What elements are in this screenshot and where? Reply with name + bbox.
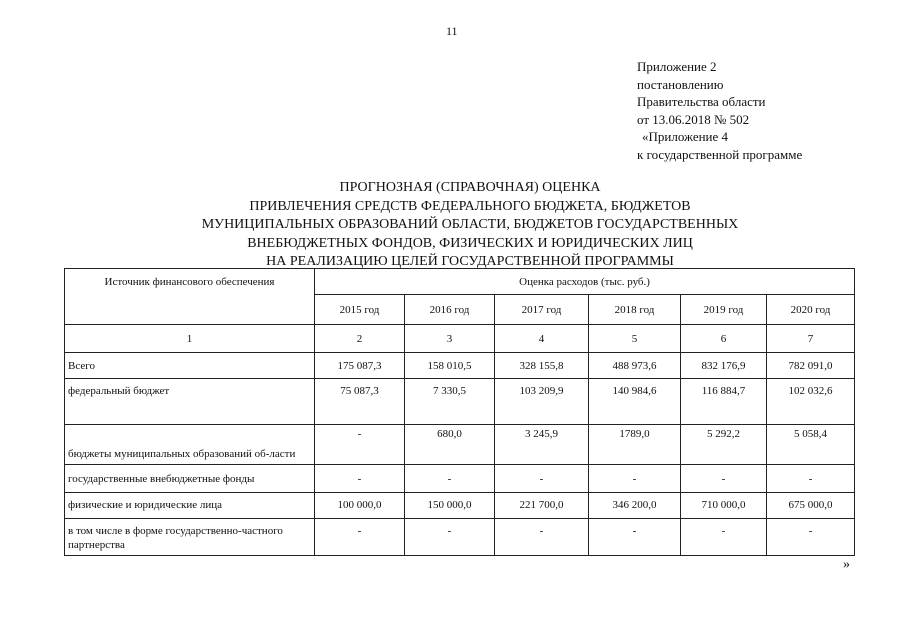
table-cell: 102 032,6 xyxy=(767,379,855,425)
appendix-line: Приложение 2 xyxy=(637,59,717,74)
column-number: 2 xyxy=(315,325,405,353)
table-row xyxy=(65,465,855,493)
closing-quote: » xyxy=(843,557,850,572)
table-cell: - xyxy=(495,519,589,556)
title-line: ПРОГНОЗНАЯ (СПРАВОЧНАЯ) ОЦЕНКА xyxy=(339,180,601,195)
column-number: 6 xyxy=(681,325,767,353)
table-cell: 221 700,0 xyxy=(495,493,589,519)
appendix-line: постановлению xyxy=(637,76,724,92)
table-cell: - xyxy=(767,519,855,556)
row-label: федеральный бюджет xyxy=(65,379,315,425)
table-row xyxy=(65,493,855,519)
estimate-header: Оценка расходов (тыс. руб.) xyxy=(315,269,855,295)
table-cell: 488 973,6 xyxy=(589,353,681,379)
table-cell: 328 155,8 xyxy=(495,353,589,379)
table-cell: - xyxy=(589,519,681,556)
year-header: 2019 год xyxy=(681,295,767,325)
table-cell: 5 058,4 xyxy=(767,425,855,465)
table-row xyxy=(65,519,855,556)
appendix-line: от 13.06.2018 № 502 xyxy=(637,111,750,127)
title-line: ПРИВЛЕЧЕНИЯ СРЕДСТВ ФЕДЕРАЛЬНОГО БЮДЖЕТА, БЮДЖЕТОВ xyxy=(249,198,691,214)
row-label: бюджеты муниципальных образований об-ласти xyxy=(65,425,315,465)
table-cell: 116 884,7 xyxy=(681,379,767,425)
table-cell: - xyxy=(589,465,681,493)
table-cell: - xyxy=(495,465,589,493)
table-cell: 75 087,3 xyxy=(315,379,405,425)
table-cell: 680,0 xyxy=(405,425,495,465)
appendix-block xyxy=(637,58,802,163)
table-cell: 3 245,9 xyxy=(495,425,589,465)
table-cell: - xyxy=(315,425,405,465)
page-number: 11 xyxy=(446,24,458,38)
column-number: 1 xyxy=(65,325,315,353)
funding-table xyxy=(64,268,855,556)
table-cell: 5 292,2 xyxy=(681,425,767,465)
table-cell: 1789,0 xyxy=(589,425,681,465)
table-row xyxy=(65,353,855,379)
row-label: физические и юридические лица xyxy=(65,493,315,519)
table-cell: 150 000,0 xyxy=(405,493,495,519)
year-header: 2018 год xyxy=(589,295,681,325)
table-cell: - xyxy=(681,465,767,493)
year-header: 2017 год xyxy=(495,295,589,325)
appendix-line: Правительства области xyxy=(637,94,766,109)
table-row xyxy=(65,379,855,425)
table-cell: - xyxy=(405,465,495,493)
title-line: ВНЕБЮДЖЕТНЫХ ФОНДОВ, ФИЗИЧЕСКИХ И ЮРИДИЧЕСКИХ ЛИЦ xyxy=(247,235,693,251)
year-header: 2016 год xyxy=(405,295,495,325)
document-title xyxy=(130,179,810,272)
column-number: 3 xyxy=(405,325,495,353)
title-line: МУНИЦИПАЛЬНЫХ ОБРАЗОВАНИЙ ОБЛАСТИ, БЮДЖЕТОВ ГОСУДАРСТВЕННЫХ xyxy=(201,217,739,232)
row-label: Всего xyxy=(65,353,315,379)
column-number: 5 xyxy=(589,325,681,353)
table-cell: 832 176,9 xyxy=(681,353,767,379)
table-cell: 782 091,0 xyxy=(767,353,855,379)
table-cell: 346 200,0 xyxy=(589,493,681,519)
table-cell: 140 984,6 xyxy=(589,379,681,425)
appendix-line: к государственной программе xyxy=(637,146,803,162)
column-number: 4 xyxy=(495,325,589,353)
table-cell: 100 000,0 xyxy=(315,493,405,519)
year-header: 2020 год xyxy=(767,295,855,325)
column-number: 7 xyxy=(767,325,855,353)
source-header: Источник финансового обеспечения xyxy=(65,269,315,325)
title-line: НА РЕАЛИЗАЦИЮ ЦЕЛЕЙ ГОСУДАРСТВЕННОЙ ПРОГРАММЫ xyxy=(266,254,674,269)
table-cell: - xyxy=(315,519,405,556)
table-cell: - xyxy=(315,465,405,493)
appendix-line: «Приложение 4 xyxy=(642,129,729,144)
table-cell: - xyxy=(681,519,767,556)
table-cell: 158 010,5 xyxy=(405,353,495,379)
table-cell: 103 209,9 xyxy=(495,379,589,425)
table-cell: - xyxy=(767,465,855,493)
table-cell: 710 000,0 xyxy=(681,493,767,519)
table-row xyxy=(65,425,855,465)
table-cell: 675 000,0 xyxy=(767,493,855,519)
table-cell: 7 330,5 xyxy=(405,379,495,425)
table-cell: 175 087,3 xyxy=(315,353,405,379)
row-label: в том числе в форме государственно-частного партнерства xyxy=(65,519,315,556)
table-cell: - xyxy=(405,519,495,556)
year-header: 2015 год xyxy=(315,295,405,325)
row-label: государственные внебюджетные фонды xyxy=(65,465,315,493)
